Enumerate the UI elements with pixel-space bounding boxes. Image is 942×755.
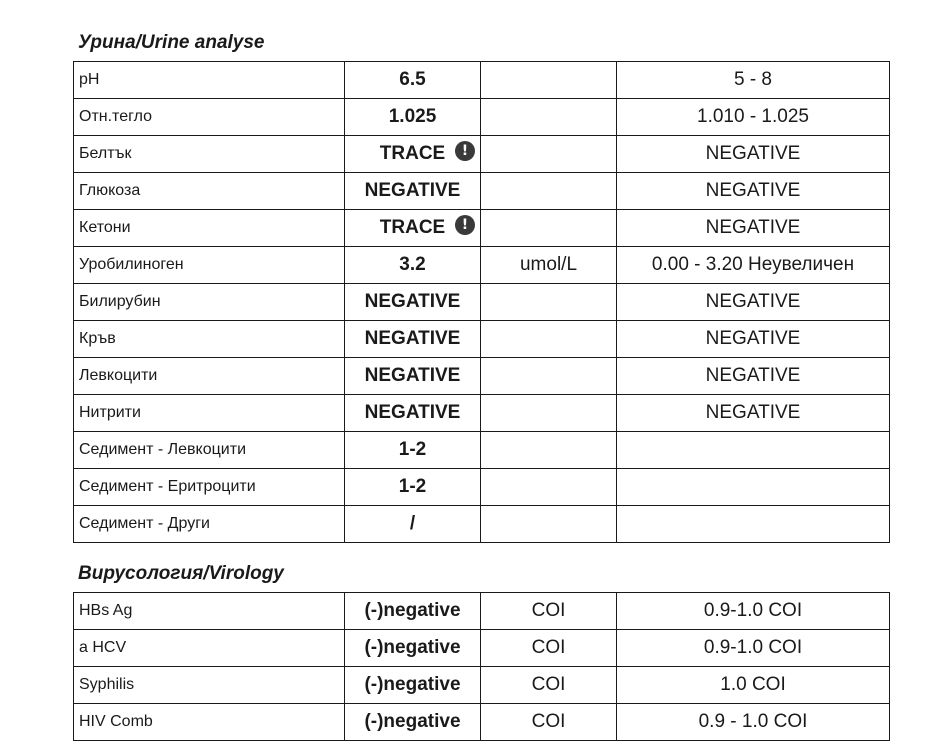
- exclamation-circle-icon: !: [455, 215, 475, 235]
- result-value-cell: [345, 704, 481, 741]
- urine-section-title: Урина/Urine analyse: [78, 32, 265, 53]
- reference-range-cell: NEGATIVE: [617, 173, 890, 210]
- result-value-cell: [345, 62, 481, 99]
- table-row: [74, 704, 890, 741]
- test-name-cell: Syphilis: [74, 667, 345, 704]
- table-row: [74, 136, 890, 173]
- test-name-cell: Нитрити: [74, 395, 345, 432]
- result-value: (-)negative: [364, 600, 461, 621]
- result-value-cell: [345, 667, 481, 704]
- virology-table-body: [74, 593, 890, 741]
- reference-range-cell: NEGATIVE: [617, 136, 890, 173]
- test-name-cell: Глюкоза: [74, 173, 345, 210]
- result-value-cell: [345, 284, 481, 321]
- unit-cell: COI: [481, 630, 617, 667]
- unit-cell: [481, 99, 617, 136]
- unit-cell: [481, 62, 617, 99]
- table-row: [74, 506, 890, 543]
- unit-cell: [481, 284, 617, 321]
- urine-table-body: [74, 62, 890, 543]
- unit-cell: umol/L: [481, 247, 617, 284]
- result-value-cell: [345, 593, 481, 630]
- table-row: [74, 630, 890, 667]
- result-value-cell: [345, 321, 481, 358]
- test-name-cell: Седимент - Левкоцити: [74, 432, 345, 469]
- test-name-cell: Кетони: [74, 210, 345, 247]
- unit-cell: COI: [481, 593, 617, 630]
- result-value: 1-2: [398, 439, 427, 460]
- virology-results-table: [73, 592, 890, 741]
- result-value: NEGATIVE: [364, 291, 461, 312]
- test-name-cell: Кръв: [74, 321, 345, 358]
- result-value-cell: [345, 395, 481, 432]
- reference-range-cell: NEGATIVE: [617, 210, 890, 247]
- reference-range-cell: 0.9-1.0 COI: [617, 630, 890, 667]
- unit-cell: COI: [481, 667, 617, 704]
- reference-range-cell: NEGATIVE: [617, 321, 890, 358]
- table-row: [74, 358, 890, 395]
- result-value-cell: [345, 247, 481, 284]
- result-value: TRACE: [379, 143, 446, 164]
- reference-range-cell: 0.9 - 1.0 COI: [617, 704, 890, 741]
- test-name-cell: HIV Comb: [74, 704, 345, 741]
- test-name-cell: Белтък: [74, 136, 345, 173]
- test-name-cell: Уробилиноген: [74, 247, 345, 284]
- result-value: /: [409, 513, 416, 534]
- unit-cell: [481, 506, 617, 543]
- result-value: (-)negative: [364, 711, 461, 732]
- test-name-cell: Левкоцити: [74, 358, 345, 395]
- result-value-cell: [345, 432, 481, 469]
- result-value: 1.025: [388, 106, 437, 127]
- result-value: TRACE: [379, 217, 446, 238]
- reference-range-cell: NEGATIVE: [617, 395, 890, 432]
- result-value: NEGATIVE: [364, 328, 461, 349]
- result-value-cell: [345, 506, 481, 543]
- result-value: (-)negative: [364, 637, 461, 658]
- reference-range-cell: 1.0 COI: [617, 667, 890, 704]
- result-value-cell: [345, 136, 481, 173]
- unit-cell: [481, 210, 617, 247]
- test-name-cell: Отн.тегло: [74, 99, 345, 136]
- result-value-cell: [345, 630, 481, 667]
- table-row: [74, 62, 890, 99]
- test-name-cell: Седимент - Други: [74, 506, 345, 543]
- unit-cell: [481, 469, 617, 506]
- reference-range-cell: 1.010 - 1.025: [617, 99, 890, 136]
- result-value-cell: [345, 358, 481, 395]
- exclamation-circle-icon: !: [455, 141, 475, 161]
- result-value-cell: [345, 469, 481, 506]
- table-row: [74, 99, 890, 136]
- reference-range-cell: NEGATIVE: [617, 284, 890, 321]
- result-value: 3.2: [399, 254, 426, 275]
- result-value: NEGATIVE: [364, 365, 461, 386]
- result-value: NEGATIVE: [364, 402, 461, 423]
- table-row: [74, 284, 890, 321]
- table-row: [74, 247, 890, 284]
- test-name-cell: HBs Ag: [74, 593, 345, 630]
- table-row: [74, 395, 890, 432]
- reference-range-cell: 0.9-1.0 COI: [617, 593, 890, 630]
- test-name-cell: Седимент - Еритроцити: [74, 469, 345, 506]
- unit-cell: [481, 358, 617, 395]
- test-name-cell: a HCV: [74, 630, 345, 667]
- result-value: 6.5: [399, 69, 426, 90]
- unit-cell: [481, 321, 617, 358]
- test-name-cell: pH: [74, 62, 345, 99]
- result-value-cell: [345, 210, 481, 247]
- table-row: [74, 667, 890, 704]
- unit-cell: COI: [481, 704, 617, 741]
- virology-section-title: Вирусология/Virology: [78, 563, 284, 584]
- reference-range-cell: 5 - 8: [617, 62, 890, 99]
- reference-range-cell: [617, 469, 890, 506]
- result-value: NEGATIVE: [364, 180, 461, 201]
- unit-cell: [481, 395, 617, 432]
- result-value-cell: [345, 99, 481, 136]
- unit-cell: [481, 136, 617, 173]
- table-row: [74, 593, 890, 630]
- table-row: [74, 469, 890, 506]
- result-value: (-)negative: [364, 674, 461, 695]
- table-row: [74, 173, 890, 210]
- table-row: [74, 210, 890, 247]
- reference-range-cell: [617, 432, 890, 469]
- reference-range-cell: NEGATIVE: [617, 358, 890, 395]
- table-row: [74, 321, 890, 358]
- unit-cell: [481, 432, 617, 469]
- reference-range-cell: 0.00 - 3.20 Неувеличен: [617, 247, 890, 284]
- result-value-cell: [345, 173, 481, 210]
- reference-range-cell: [617, 506, 890, 543]
- urine-results-table: [73, 61, 890, 543]
- test-name-cell: Билирубин: [74, 284, 345, 321]
- unit-cell: [481, 173, 617, 210]
- table-row: [74, 432, 890, 469]
- result-value: 1-2: [398, 476, 427, 497]
